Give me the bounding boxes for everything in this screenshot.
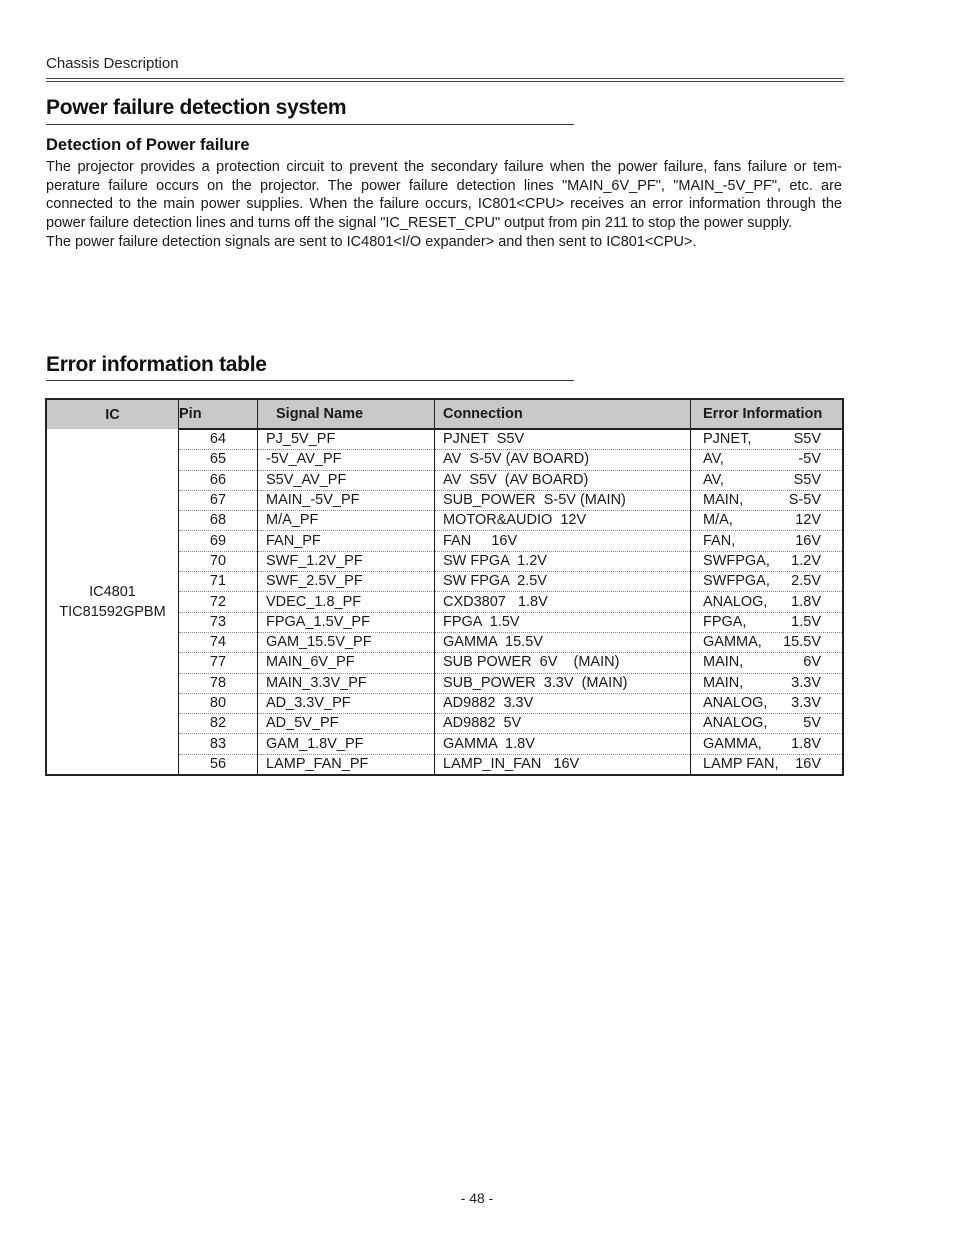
error-information-cell bbox=[691, 572, 844, 592]
connection-cell: AV S-5V (AV BOARD) bbox=[435, 450, 691, 470]
error-source: SWFPGA, bbox=[703, 552, 770, 569]
error-info-wrap bbox=[703, 633, 821, 652]
connection-cell: FAN 16V bbox=[435, 531, 691, 551]
signal-name-cell: M/A_PF bbox=[258, 511, 435, 531]
pin-cell: 83 bbox=[179, 734, 258, 754]
connection-cell: MOTOR&AUDIO 12V bbox=[435, 511, 691, 531]
connection-cell: GAMMA 1.8V bbox=[435, 734, 691, 754]
signal-name-cell: GAM_15.5V_PF bbox=[258, 632, 435, 652]
signal-name-cell: AD_3.3V_PF bbox=[258, 693, 435, 713]
connection-cell: AV S5V (AV BOARD) bbox=[435, 470, 691, 490]
signal-name-cell: VDEC_1.8_PF bbox=[258, 592, 435, 612]
signal-name-cell: FPGA_1.5V_PF bbox=[258, 612, 435, 632]
connection-cell: SUB_POWER 3.3V (MAIN) bbox=[435, 673, 691, 693]
signal-name-cell: SWF_2.5V_PF bbox=[258, 572, 435, 592]
error-information-cell bbox=[691, 490, 844, 510]
signal-name-cell: -5V_AV_PF bbox=[258, 450, 435, 470]
subsection-title: Detection of Power failure bbox=[46, 136, 250, 154]
error-info-wrap bbox=[703, 714, 821, 733]
error-info-wrap bbox=[703, 755, 821, 774]
error-information-cell bbox=[691, 693, 844, 713]
connection-cell: SUB_POWER S-5V (MAIN) bbox=[435, 490, 691, 510]
error-information-cell bbox=[691, 734, 844, 754]
pin-cell: 73 bbox=[179, 612, 258, 632]
error-info-wrap bbox=[703, 491, 821, 510]
error-source: AV, bbox=[703, 451, 724, 468]
error-information-cell bbox=[691, 714, 844, 734]
error-info-wrap bbox=[703, 593, 821, 612]
error-info-wrap bbox=[703, 735, 821, 754]
error-info-wrap bbox=[703, 450, 821, 469]
ic-part-number: TIC81592GPBM bbox=[59, 603, 166, 620]
signal-name-cell: LAMP_FAN_PF bbox=[258, 754, 435, 775]
error-voltage: 15.5V bbox=[783, 634, 821, 651]
error-voltage: 3.3V bbox=[791, 674, 821, 691]
error-voltage: 1.8V bbox=[791, 735, 821, 752]
error-info-wrap bbox=[703, 532, 821, 551]
header-rule-secondary bbox=[46, 81, 844, 82]
pin-cell: 56 bbox=[179, 754, 258, 775]
connection-cell: FPGA 1.5V bbox=[435, 612, 691, 632]
error-source: PJNET, bbox=[703, 431, 752, 448]
error-source: ANALOG, bbox=[703, 715, 768, 732]
error-voltage: 16V bbox=[795, 755, 821, 772]
error-info-wrap bbox=[703, 674, 821, 693]
error-information-cell bbox=[691, 470, 844, 490]
error-source: GAMMA, bbox=[703, 735, 762, 752]
error-voltage: 1.8V bbox=[791, 593, 821, 610]
table-row bbox=[46, 429, 843, 450]
connection-cell: CXD3807 1.8V bbox=[435, 592, 691, 612]
pin-cell: 65 bbox=[179, 450, 258, 470]
connection-cell: GAMMA 15.5V bbox=[435, 632, 691, 652]
table-header-row bbox=[46, 399, 843, 429]
connection-cell: AD9882 3.3V bbox=[435, 693, 691, 713]
pin-cell: 77 bbox=[179, 653, 258, 673]
pin-cell: 78 bbox=[179, 673, 258, 693]
connection-cell: SUB POWER 6V (MAIN) bbox=[435, 653, 691, 673]
error-source: FAN, bbox=[703, 532, 736, 549]
connection-cell: SW FPGA 1.2V bbox=[435, 551, 691, 571]
error-information-cell bbox=[691, 592, 844, 612]
error-source: ANALOG, bbox=[703, 593, 768, 610]
error-information-cell bbox=[691, 531, 844, 551]
ic-name: IC4801 bbox=[89, 583, 136, 600]
signal-name-cell: PJ_5V_PF bbox=[258, 429, 435, 450]
error-information-cell bbox=[691, 653, 844, 673]
section-title-rule-2 bbox=[46, 380, 574, 381]
error-information-cell bbox=[691, 612, 844, 632]
page-number: - 48 - bbox=[460, 1190, 494, 1206]
header-ic: IC bbox=[46, 399, 179, 429]
description-text bbox=[46, 158, 842, 252]
error-source: MAIN, bbox=[703, 492, 744, 509]
signal-name-cell: S5V_AV_PF bbox=[258, 470, 435, 490]
error-source: MAIN, bbox=[703, 674, 744, 691]
error-source: FPGA, bbox=[703, 613, 747, 630]
pin-cell: 82 bbox=[179, 714, 258, 734]
error-source: LAMP FAN, bbox=[703, 755, 779, 772]
pin-cell: 66 bbox=[179, 470, 258, 490]
error-voltage: 16V bbox=[795, 532, 821, 549]
error-info-wrap bbox=[703, 552, 821, 571]
error-voltage: 1.2V bbox=[791, 552, 821, 569]
pin-cell: 71 bbox=[179, 572, 258, 592]
pin-cell: 69 bbox=[179, 531, 258, 551]
error-voltage: S5V bbox=[793, 471, 821, 488]
error-info-wrap bbox=[703, 653, 821, 672]
error-source: GAMMA, bbox=[703, 634, 762, 651]
error-info-wrap bbox=[703, 694, 821, 713]
error-voltage: 12V bbox=[795, 512, 821, 529]
paragraph-1: The projector provides a protection circuit to prevent the secondary failure when the power failure, fans failure or tem-perature failure occurs on the projector. The power failure detection lines "MAIN_6V_PF", "MAIN_-5V_PF", etc. are connected to the main power supplies. When the failure occurs, IC801<CPU> receives an error information through the power failure detection lines and turns off the signal "IC_RESET_CPU" output from pin 211 to stop the power supply. bbox=[46, 159, 842, 232]
error-information-cell bbox=[691, 673, 844, 693]
pin-cell: 67 bbox=[179, 490, 258, 510]
pin-cell: 70 bbox=[179, 551, 258, 571]
error-info-wrap bbox=[703, 471, 821, 490]
section-title-error-table: Error information table bbox=[46, 353, 267, 376]
error-voltage: 2.5V bbox=[791, 573, 821, 590]
header-pin: Pin bbox=[179, 399, 258, 429]
pin-cell: 72 bbox=[179, 592, 258, 612]
paragraph-2: The power failure detection signals are sent to IC4801<I/O expander> and then sent to IC801<CPU>. bbox=[46, 233, 697, 250]
connection-cell: SW FPGA 2.5V bbox=[435, 572, 691, 592]
error-information-cell bbox=[691, 450, 844, 470]
error-info-wrap bbox=[703, 572, 821, 591]
error-information-cell bbox=[691, 754, 844, 775]
signal-name-cell: GAM_1.8V_PF bbox=[258, 734, 435, 754]
error-source: M/A, bbox=[703, 512, 733, 529]
error-information-cell bbox=[691, 511, 844, 531]
error-voltage: -5V bbox=[798, 451, 821, 468]
error-information-cell bbox=[691, 551, 844, 571]
error-source: MAIN, bbox=[703, 654, 744, 671]
pin-cell: 64 bbox=[179, 429, 258, 450]
error-source: AV, bbox=[703, 471, 724, 488]
signal-name-cell: AD_5V_PF bbox=[258, 714, 435, 734]
page-header-label: Chassis Description bbox=[46, 55, 179, 72]
error-source: SWFPGA, bbox=[703, 573, 770, 590]
error-voltage: 6V bbox=[803, 654, 821, 671]
connection-cell: LAMP_IN_FAN 16V bbox=[435, 754, 691, 775]
error-voltage: 1.5V bbox=[791, 613, 821, 630]
error-voltage: 3.3V bbox=[791, 695, 821, 711]
header-signal-name: Signal Name bbox=[258, 399, 435, 429]
signal-name-cell: SWF_1.2V_PF bbox=[258, 551, 435, 571]
pin-cell: 68 bbox=[179, 511, 258, 531]
connection-cell: AD9882 5V bbox=[435, 714, 691, 734]
connection-cell: PJNET S5V bbox=[435, 429, 691, 450]
signal-name-cell: MAIN_3.3V_PF bbox=[258, 673, 435, 693]
error-info-wrap bbox=[703, 511, 821, 530]
ic-cell bbox=[46, 429, 179, 775]
header-connection: Connection bbox=[435, 399, 691, 429]
error-information-cell bbox=[691, 429, 844, 450]
header-error-information: Error Information bbox=[691, 399, 844, 429]
signal-name-cell: FAN_PF bbox=[258, 531, 435, 551]
error-info-wrap bbox=[703, 430, 821, 449]
signal-name-cell: MAIN_6V_PF bbox=[258, 653, 435, 673]
signal-name-cell: MAIN_-5V_PF bbox=[258, 490, 435, 510]
pin-cell: 74 bbox=[179, 632, 258, 652]
section-title-power-failure: Power failure detection system bbox=[46, 96, 347, 119]
section-title-rule bbox=[46, 124, 574, 125]
pin-cell: 80 bbox=[179, 693, 258, 713]
error-information-cell bbox=[691, 632, 844, 652]
error-info-wrap bbox=[703, 613, 821, 632]
error-information-table bbox=[45, 398, 844, 776]
error-voltage: 5V bbox=[803, 715, 821, 732]
error-voltage: S5V bbox=[793, 431, 821, 448]
error-source: ANALOG, bbox=[703, 695, 768, 711]
error-voltage: S-5V bbox=[788, 492, 821, 509]
header-rule bbox=[46, 78, 844, 79]
